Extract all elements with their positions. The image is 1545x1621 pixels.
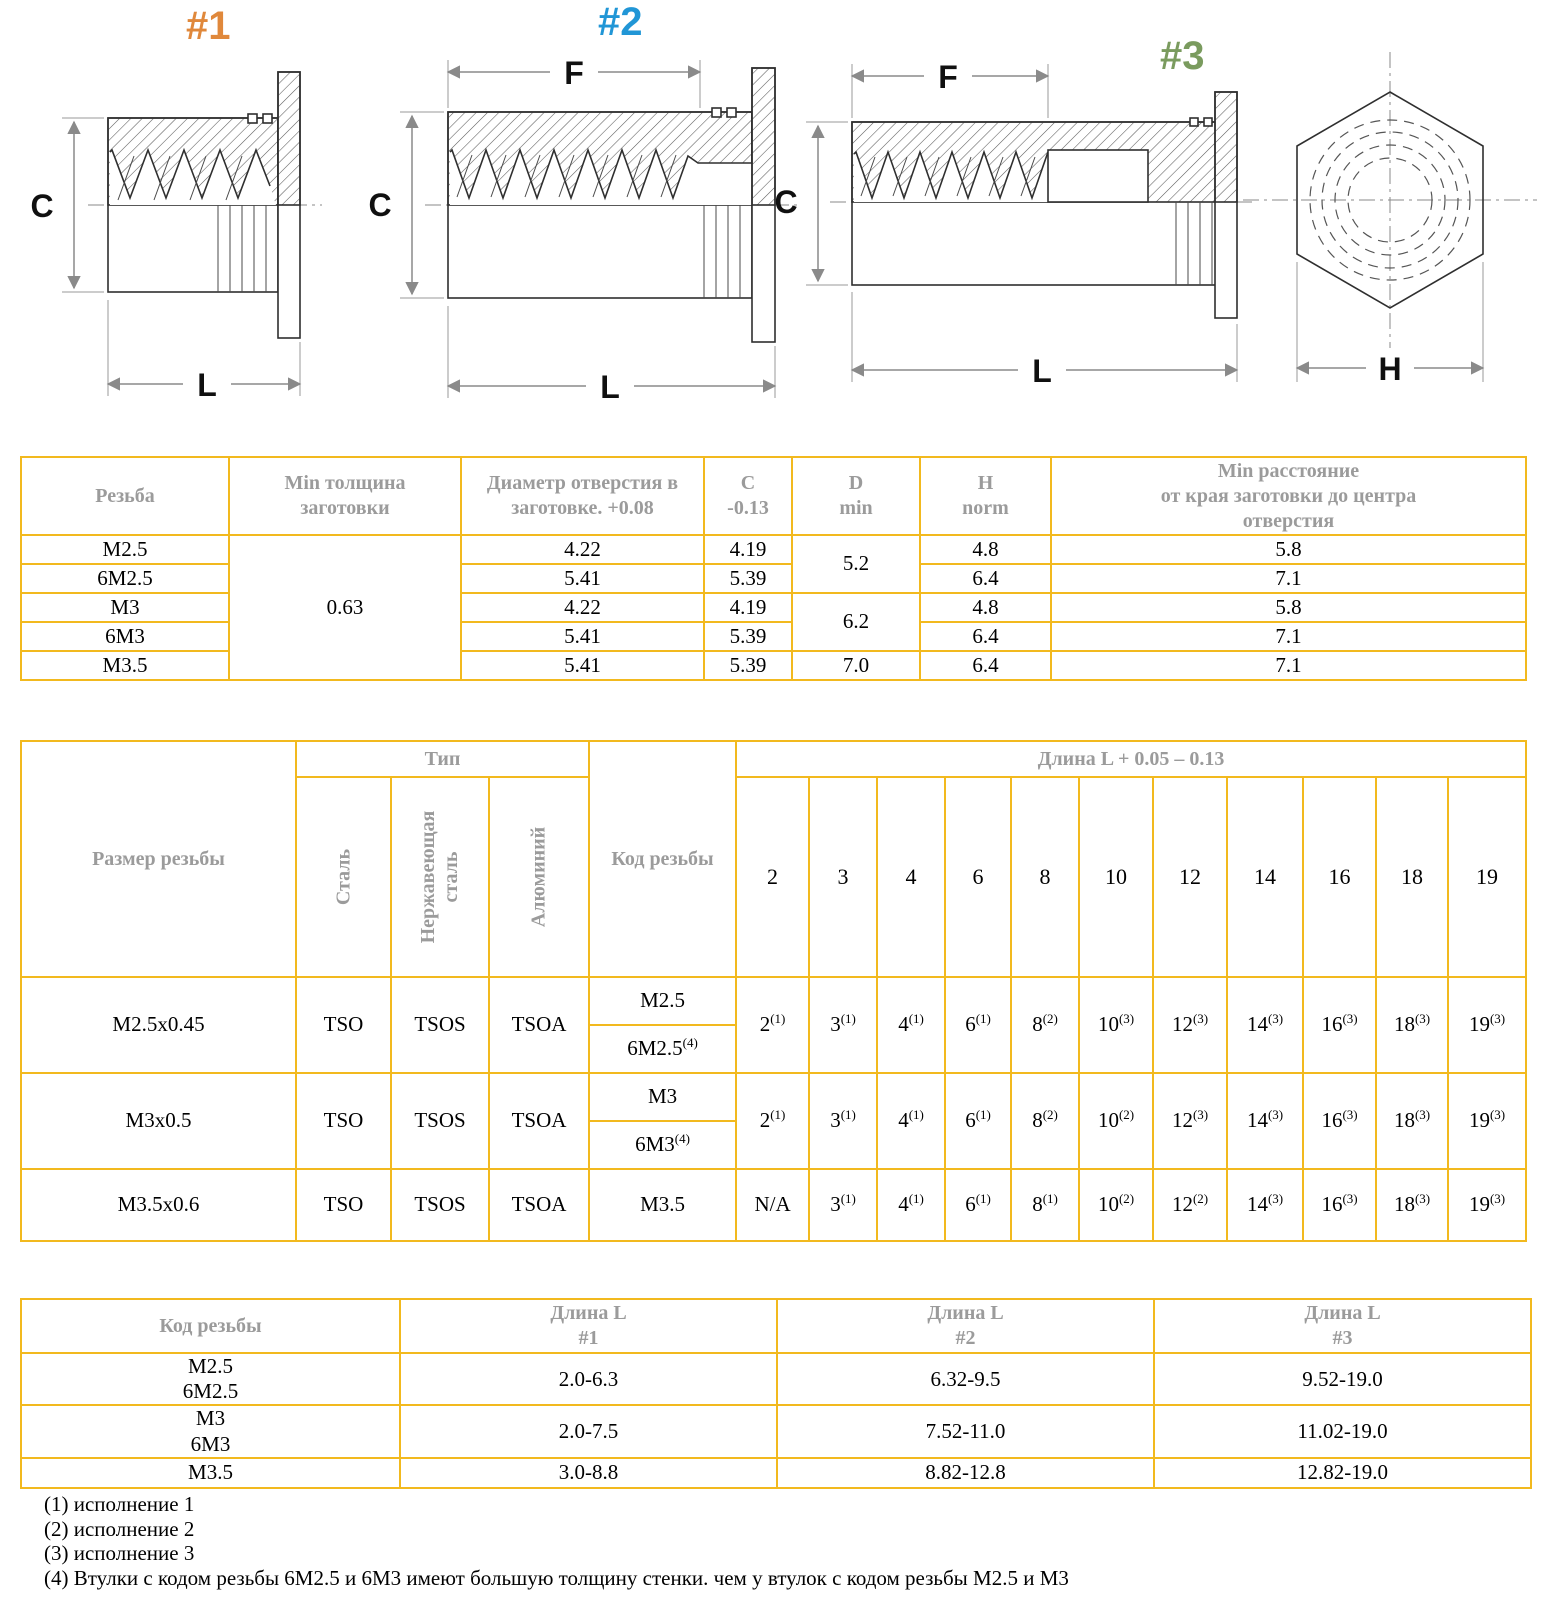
table-row bbox=[21, 977, 1526, 1025]
column-header-steel: Сталь bbox=[296, 777, 391, 977]
column-header-thread: Резьба bbox=[21, 457, 229, 535]
code-cell: M2.5 6M2.5 bbox=[21, 1353, 400, 1405]
stainless-cell: TSOS bbox=[391, 977, 489, 1073]
length-range-cell: 3.0-8.8 bbox=[400, 1458, 777, 1488]
d-min-cell: 5.2 bbox=[792, 535, 920, 593]
length-value-cell: 12$^{(3)}$ bbox=[1153, 977, 1227, 1073]
length-col-10: 10 bbox=[1079, 777, 1153, 977]
column-header-thread-size: Размер резьбы bbox=[21, 741, 296, 977]
code-cell: M2.5 bbox=[589, 977, 736, 1025]
thread-cell: 6M2.5 bbox=[21, 564, 229, 593]
technical-drawings bbox=[0, 0, 1545, 450]
footnote-2: (2) исполнение 2 bbox=[44, 1516, 195, 1541]
table-row bbox=[21, 1073, 1526, 1121]
length-value-cell: 3$^{(1)}$ bbox=[809, 1073, 877, 1169]
length-ranges-table bbox=[20, 1298, 1532, 1489]
size-cell: M3.5x0.6 bbox=[21, 1169, 296, 1241]
length-range-cell: 8.82-12.8 bbox=[777, 1458, 1154, 1488]
column-header-min-distance: Min расстояние от края заготовки до центра отверстия bbox=[1051, 457, 1526, 535]
length-col-19: 19 bbox=[1448, 777, 1526, 977]
length-col-8: 8 bbox=[1011, 777, 1079, 977]
thread-cell: M3 bbox=[21, 593, 229, 622]
table-row bbox=[21, 535, 1526, 564]
length-value-cell: 6$^{(1)}$ bbox=[945, 1169, 1011, 1241]
size-cell: M2.5x0.45 bbox=[21, 977, 296, 1073]
thread-cell: M3.5 bbox=[21, 651, 229, 680]
distance-cell: 5.8 bbox=[1051, 593, 1526, 622]
h-norm-cell: 6.4 bbox=[920, 651, 1051, 680]
length-col-14: 14 bbox=[1227, 777, 1303, 977]
d-min-cell: 6.2 bbox=[792, 593, 920, 651]
length-value-cell: 6$^{(1)}$ bbox=[945, 1073, 1011, 1169]
distance-cell: 7.1 bbox=[1051, 651, 1526, 680]
column-header-length-2: Длина L #2 bbox=[777, 1299, 1154, 1353]
figure-2-standoff-section bbox=[368, 54, 800, 405]
length-col-3: 3 bbox=[809, 777, 877, 977]
aluminum-cell: TSOA bbox=[489, 1073, 589, 1169]
length-col-4: 4 bbox=[877, 777, 945, 977]
length-value-cell: 16$^{(3)}$ bbox=[1303, 977, 1376, 1073]
length-value-cell: 4$^{(1)}$ bbox=[877, 1073, 945, 1169]
h-norm-cell: 4.8 bbox=[920, 593, 1051, 622]
fig2-dim-f-label: F bbox=[564, 55, 584, 91]
h-norm-cell: 6.4 bbox=[920, 622, 1051, 651]
length-value-cell: 2$^{(1)}$ bbox=[736, 977, 809, 1073]
length-value-cell: 2$^{(1)}$ bbox=[736, 1073, 809, 1169]
distance-cell: 7.1 bbox=[1051, 622, 1526, 651]
fig3-dim-f-label: F bbox=[938, 59, 958, 95]
length-col-12: 12 bbox=[1153, 777, 1227, 977]
length-value-cell: 18$^{(3)}$ bbox=[1376, 977, 1448, 1073]
length-range-cell: 6.32-9.5 bbox=[777, 1353, 1154, 1405]
figure-3-label: #3 bbox=[1160, 34, 1205, 78]
code-cell: 6M2.5$^{(4)}$ bbox=[589, 1025, 736, 1073]
h-norm-cell: 4.8 bbox=[920, 535, 1051, 564]
length-value-cell: 16$^{(3)}$ bbox=[1303, 1073, 1376, 1169]
fig3-dim-l-label: L bbox=[1032, 353, 1052, 389]
table-row bbox=[21, 1405, 1531, 1457]
length-range-cell: 2.0-6.3 bbox=[400, 1353, 777, 1405]
footnote-1: (1) исполнение 1 bbox=[44, 1492, 195, 1516]
length-value-cell: 10$^{(2)}$ bbox=[1079, 1169, 1153, 1241]
code-cell: 6M3$^{(4)}$ bbox=[589, 1121, 736, 1169]
length-range-cell: 11.02-19.0 bbox=[1154, 1405, 1531, 1457]
length-col-16: 16 bbox=[1303, 777, 1376, 977]
length-value-cell: 16$^{(3)}$ bbox=[1303, 1169, 1376, 1241]
length-value-cell: 14$^{(3)}$ bbox=[1227, 1073, 1303, 1169]
steel-cell: TSO bbox=[296, 977, 391, 1073]
aluminum-cell: TSOA bbox=[489, 977, 589, 1073]
column-header-length-1: Длина L #1 bbox=[400, 1299, 777, 1353]
table-row bbox=[21, 1458, 1531, 1488]
length-col-6: 6 bbox=[945, 777, 1011, 977]
steel-cell: TSO bbox=[296, 1169, 391, 1241]
length-value-cell: 14$^{(3)}$ bbox=[1227, 977, 1303, 1073]
length-value-cell: 8$^{(2)}$ bbox=[1011, 977, 1079, 1073]
footnote-3: (3) исполнение 3 bbox=[44, 1541, 195, 1565]
length-range-cell: 9.52-19.0 bbox=[1154, 1353, 1531, 1405]
length-value-cell: 12$^{(2)}$ bbox=[1153, 1169, 1227, 1241]
length-value-cell: 18$^{(3)}$ bbox=[1376, 1169, 1448, 1241]
distance-cell: 7.1 bbox=[1051, 564, 1526, 593]
drawings-canvas bbox=[0, 0, 1545, 450]
c-cell: 4.19 bbox=[704, 593, 792, 622]
column-header-hole-diameter: Диаметр отверстия в заготовке. +0.08 bbox=[461, 457, 704, 535]
c-cell: 5.39 bbox=[704, 651, 792, 680]
column-header-aluminum: Алюминий bbox=[489, 777, 589, 977]
length-value-cell: 8$^{(1)}$ bbox=[1011, 1169, 1079, 1241]
code-cell: M3 bbox=[589, 1073, 736, 1121]
length-value-cell: 19$^{(3)}$ bbox=[1448, 1169, 1526, 1241]
length-value-cell: 12$^{(3)}$ bbox=[1153, 1073, 1227, 1169]
distance-cell: 5.8 bbox=[1051, 535, 1526, 564]
length-value-cell: 18$^{(3)}$ bbox=[1376, 1073, 1448, 1169]
fig2-dim-l-label: L bbox=[600, 369, 620, 405]
hole-cell: 5.41 bbox=[461, 622, 704, 651]
h-norm-cell: 6.4 bbox=[920, 564, 1051, 593]
c-cell: 5.39 bbox=[704, 622, 792, 651]
hole-cell: 5.41 bbox=[461, 651, 704, 680]
length-value-cell: 6$^{(1)}$ bbox=[945, 977, 1011, 1073]
code-cell: M3.5 bbox=[589, 1169, 736, 1241]
steel-cell: TSO bbox=[296, 1073, 391, 1169]
ordering-table bbox=[20, 740, 1527, 1242]
fig1-dim-c-label: C bbox=[30, 188, 54, 224]
column-header-thread-code: Код резьбы bbox=[589, 741, 736, 977]
dimensions-table bbox=[20, 456, 1527, 681]
footnotes bbox=[44, 1492, 1069, 1590]
stainless-cell: TSOS bbox=[391, 1073, 489, 1169]
length-range-cell: 12.82-19.0 bbox=[1154, 1458, 1531, 1488]
column-header-d-min: D min bbox=[792, 457, 920, 535]
min-thickness-cell: 0.63 bbox=[229, 535, 461, 680]
length-value-cell: 4$^{(1)}$ bbox=[877, 977, 945, 1073]
hole-cell: 5.41 bbox=[461, 564, 704, 593]
hex-dim-h-label: H bbox=[1378, 351, 1402, 387]
length-value-cell: 14$^{(3)}$ bbox=[1227, 1169, 1303, 1241]
figure-1-label: #1 bbox=[186, 4, 231, 48]
column-header-c: C -0.13 bbox=[704, 457, 792, 535]
column-header-type: Тип bbox=[296, 741, 589, 777]
length-value-cell: 19$^{(3)}$ bbox=[1448, 977, 1526, 1073]
figure-1-standoff-section bbox=[30, 72, 322, 403]
column-header-thread-code: Код резьбы bbox=[21, 1299, 400, 1353]
column-header-min-thickness: Min толщина заготовки bbox=[229, 457, 461, 535]
hole-cell: 4.22 bbox=[461, 535, 704, 564]
thread-cell: 6M3 bbox=[21, 622, 229, 651]
length-col-2: 2 bbox=[736, 777, 809, 977]
column-header-length-3: Длина L #3 bbox=[1154, 1299, 1531, 1353]
length-value-cell: 8$^{(2)}$ bbox=[1011, 1073, 1079, 1169]
footnote-4: (4) Втулки с кодом резьбы 6М2.5 и 6М3 имеют большую толщину стенки. чем у втулок с кодом резьбы М2.5 и М3 bbox=[44, 1565, 1069, 1590]
column-header-h-norm: H norm bbox=[920, 457, 1051, 535]
length-value-cell: 10$^{(3)}$ bbox=[1079, 977, 1153, 1073]
length-value-cell: N/A bbox=[736, 1169, 809, 1241]
fig3-dim-c-label: C bbox=[774, 184, 798, 220]
fig1-dim-l-label: L bbox=[197, 367, 217, 403]
table-row bbox=[21, 1353, 1531, 1405]
length-value-cell: 4$^{(1)}$ bbox=[877, 1169, 945, 1241]
aluminum-cell: TSOA bbox=[489, 1169, 589, 1241]
length-value-cell: 19$^{(3)}$ bbox=[1448, 1073, 1526, 1169]
hex-end-view bbox=[1243, 52, 1537, 387]
length-range-cell: 2.0-7.5 bbox=[400, 1405, 777, 1457]
length-range-cell: 7.52-11.0 bbox=[777, 1405, 1154, 1457]
thread-cell: M2.5 bbox=[21, 535, 229, 564]
size-cell: M3x0.5 bbox=[21, 1073, 296, 1169]
column-header-stainless-steel: Нержавеющая сталь bbox=[391, 777, 489, 977]
hole-cell: 4.22 bbox=[461, 593, 704, 622]
stainless-cell: TSOS bbox=[391, 1169, 489, 1241]
figure-2-label: #2 bbox=[598, 0, 643, 44]
fig2-dim-c-label: C bbox=[368, 187, 392, 223]
c-cell: 4.19 bbox=[704, 535, 792, 564]
code-cell: M3.5 bbox=[21, 1458, 400, 1488]
length-col-18: 18 bbox=[1376, 777, 1448, 977]
column-header-length: Длина L + 0.05 – 0.13 bbox=[736, 741, 1526, 777]
code-cell: M3 6M3 bbox=[21, 1405, 400, 1457]
table-row bbox=[21, 1169, 1526, 1241]
length-value-cell: 10$^{(2)}$ bbox=[1079, 1073, 1153, 1169]
d-min-cell: 7.0 bbox=[792, 651, 920, 680]
length-value-cell: 3$^{(1)}$ bbox=[809, 977, 877, 1073]
c-cell: 5.39 bbox=[704, 564, 792, 593]
figure-3-standoff-section bbox=[774, 58, 1252, 389]
length-value-cell: 3$^{(1)}$ bbox=[809, 1169, 877, 1241]
